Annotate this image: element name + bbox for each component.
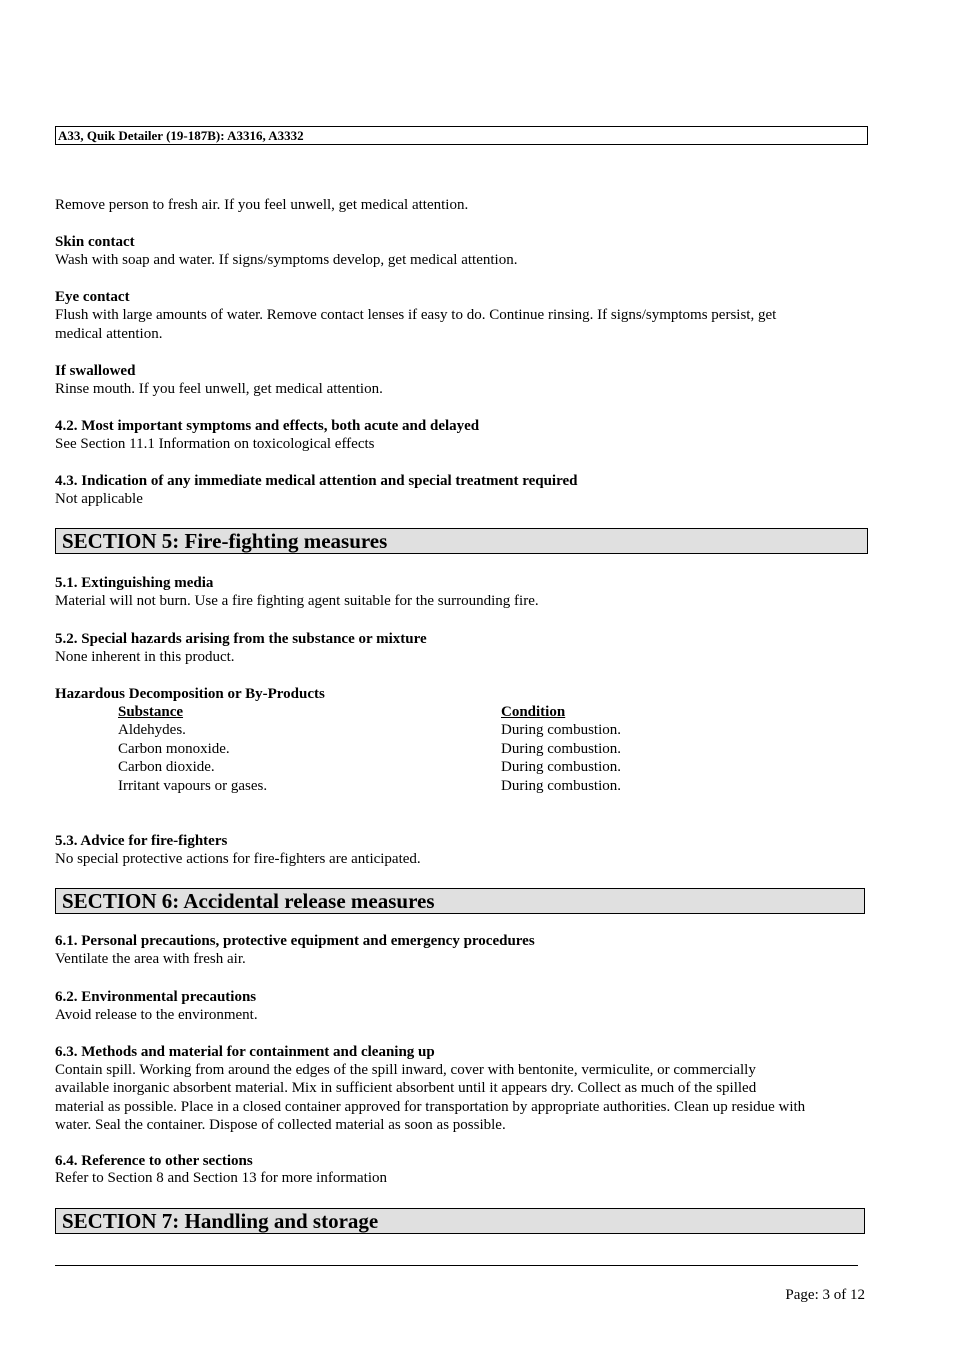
swallowed-text: Rinse mouth. If you feel unwell, get medical attention. bbox=[55, 381, 383, 397]
condition-column-header: Condition bbox=[501, 704, 566, 720]
containment-heading: 6.3. Methods and material for containment and cleaning up bbox=[55, 1044, 435, 1060]
containment-text-line2: available inorganic absorbent material. Mix in sufficient absorbent until it appears dry. Collect as much of the spilled bbox=[55, 1080, 757, 1096]
fire-fighters-text: No special protective actions for fire-fighters are anticipated. bbox=[55, 851, 421, 867]
personal-precautions-text: Ventilate the area with fresh air. bbox=[55, 951, 246, 967]
other-sections-heading: 6.4. Reference to other sections bbox=[55, 1153, 253, 1169]
page-number: Page: 3 of 12 bbox=[785, 1287, 865, 1303]
table-row-condition: During combustion. bbox=[501, 778, 621, 794]
skin-contact-text: Wash with soap and water. If signs/symptoms develop, get medical attention. bbox=[55, 252, 518, 268]
eye-contact-text-line2: medical attention. bbox=[55, 326, 163, 342]
medical-attention-text: Not applicable bbox=[55, 491, 143, 507]
skin-contact-heading: Skin contact bbox=[55, 234, 135, 250]
document-header: A33, Quik Detailer (19-187B): A3316, A3332 bbox=[55, 126, 868, 145]
containment-text-line1: Contain spill. Working from around the edges of the spill inward, cover with bentonite, vermiculite, or commercially bbox=[55, 1062, 756, 1078]
substance-column-header: Substance bbox=[118, 704, 184, 720]
other-sections-text: Refer to Section 8 and Section 13 for more information bbox=[55, 1170, 387, 1186]
table-row-substance: Carbon monoxide. bbox=[118, 741, 230, 757]
containment-text-line4: water. Seal the container. Dispose of collected material as soon as possible. bbox=[55, 1117, 506, 1133]
extinguishing-media-heading: 5.1. Extinguishing media bbox=[55, 575, 214, 591]
footer-divider bbox=[55, 1265, 858, 1266]
swallowed-heading: If swallowed bbox=[55, 363, 136, 379]
section-5-title: SECTION 5: Fire-fighting measures bbox=[55, 528, 868, 554]
table-row-condition: During combustion. bbox=[501, 741, 621, 757]
symptoms-heading: 4.2. Most important symptoms and effects, both acute and delayed bbox=[55, 418, 480, 434]
section-6-title: SECTION 6: Accidental release measures bbox=[55, 888, 865, 914]
table-row-condition: During combustion. bbox=[501, 722, 621, 738]
medical-attention-heading: 4.3. Indication of any immediate medical attention and special treatment required bbox=[55, 473, 578, 489]
extinguishing-media-text: Material will not burn. Use a fire fighting agent suitable for the surrounding fire. bbox=[55, 593, 539, 609]
table-row-substance: Irritant vapours or gases. bbox=[118, 778, 268, 794]
containment-text-line3: material as possible. Place in a closed container approved for transportation by appropriate authorities. Clean up residue with bbox=[55, 1099, 806, 1115]
eye-contact-heading: Eye contact bbox=[55, 289, 130, 305]
table-row-condition: During combustion. bbox=[501, 759, 621, 775]
special-hazards-text: None inherent in this product. bbox=[55, 649, 235, 665]
hazardous-decomposition-heading: Hazardous Decomposition or By-Products bbox=[55, 686, 325, 702]
inhalation-text: Remove person to fresh air. If you feel unwell, get medical attention. bbox=[55, 197, 469, 213]
personal-precautions-heading: 6.1. Personal precautions, protective equipment and emergency procedures bbox=[55, 933, 535, 949]
symptoms-text: See Section 11.1 Information on toxicological effects bbox=[55, 436, 375, 452]
environmental-precautions-heading: 6.2. Environmental precautions bbox=[55, 989, 257, 1005]
fire-fighters-heading: 5.3. Advice for fire-fighters bbox=[55, 833, 228, 849]
section-7-title: SECTION 7: Handling and storage bbox=[55, 1208, 865, 1234]
environmental-precautions-text: Avoid release to the environment. bbox=[55, 1007, 258, 1023]
table-row-substance: Aldehydes. bbox=[118, 722, 186, 738]
eye-contact-text-line1: Flush with large amounts of water. Remove contact lenses if easy to do. Continue rinsing. If signs/symptoms persist, get bbox=[55, 307, 777, 323]
table-row-substance: Carbon dioxide. bbox=[118, 759, 215, 775]
special-hazards-heading: 5.2. Special hazards arising from the substance or mixture bbox=[55, 631, 427, 647]
